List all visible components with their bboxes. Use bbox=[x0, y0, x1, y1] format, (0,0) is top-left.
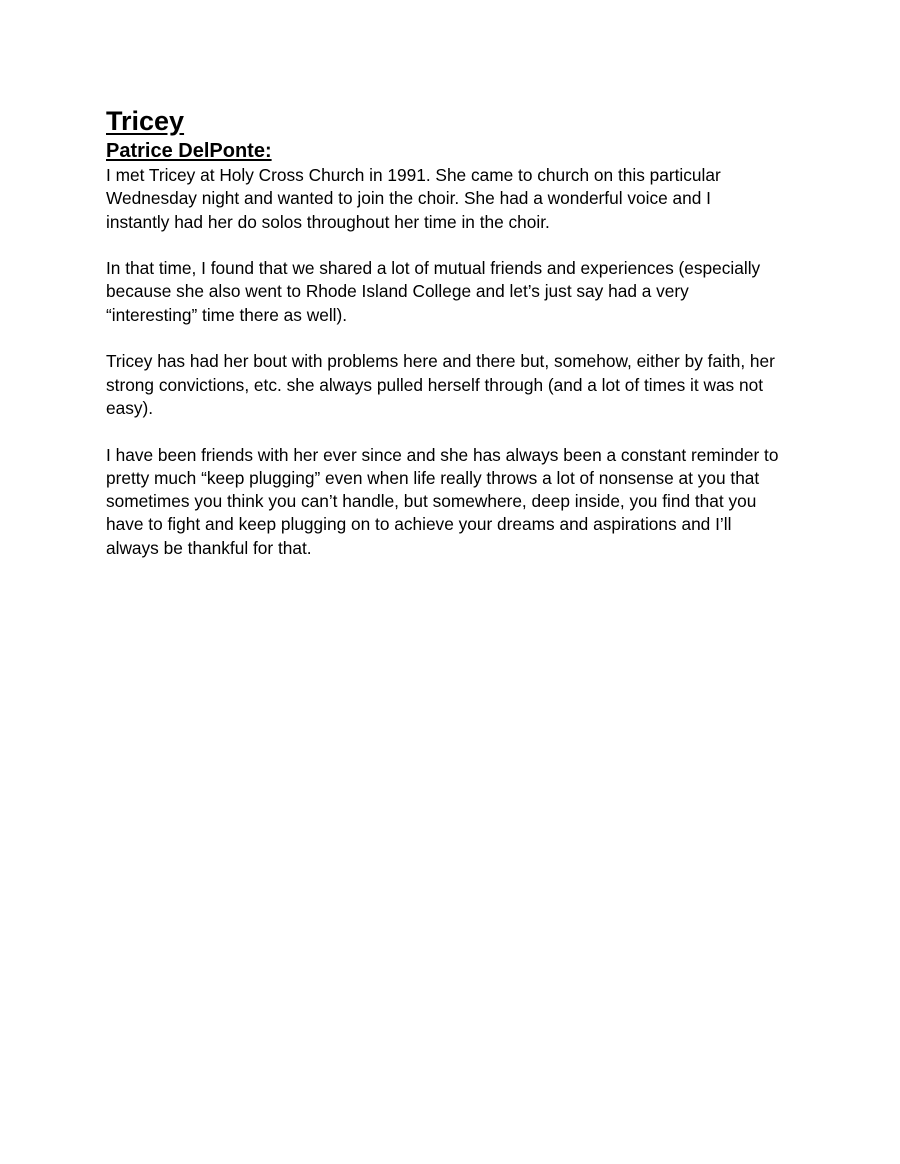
paragraph-line: because she also went to Rhode Island College and let’s just say had a very bbox=[106, 281, 689, 302]
paragraph-line: strong convictions, etc. she always pulled herself through (and a lot of times it was not bbox=[106, 374, 764, 395]
paragraph-line: In that time, I found that we shared a lot of mutual friends and experiences (especially bbox=[106, 258, 761, 279]
paragraph-line: always be thankful for that. bbox=[106, 537, 312, 558]
paragraph-line: easy). bbox=[106, 397, 154, 418]
paragraph-line: I met Tricey at Holy Cross Church in 1991. She came to church on this particular bbox=[106, 165, 721, 185]
author-heading: Patrice DelPonte: bbox=[106, 140, 272, 162]
paragraph-line: Wednesday night and wanted to join the choir. She had a wonderful voice and I bbox=[106, 188, 711, 209]
paragraph bbox=[106, 444, 806, 560]
document-title: Tricey bbox=[106, 106, 185, 136]
paragraph-line: I have been friends with her ever since and she has always been a constant reminder to bbox=[106, 444, 779, 465]
paragraph-line: sometimes you think you can’t handle, but somewhere, deep inside, you find that you bbox=[106, 491, 757, 512]
paragraph-line: pretty much “keep plugging” even when life really throws a lot of nonsense at you that bbox=[106, 467, 760, 488]
document-page bbox=[106, 104, 806, 583]
paragraph-line: “interesting” time there as well). bbox=[106, 304, 348, 325]
paragraph bbox=[106, 164, 806, 234]
paragraph-line: instantly had her do solos throughout her time in the choir. bbox=[106, 211, 550, 232]
paragraph bbox=[106, 350, 806, 420]
paragraph-line: have to fight and keep plugging on to achieve your dreams and aspirations and I’ll bbox=[106, 514, 732, 535]
paragraph bbox=[106, 257, 806, 327]
paragraph-line: Tricey has had her bout with problems here and there but, somehow, either by faith, her bbox=[106, 351, 775, 372]
